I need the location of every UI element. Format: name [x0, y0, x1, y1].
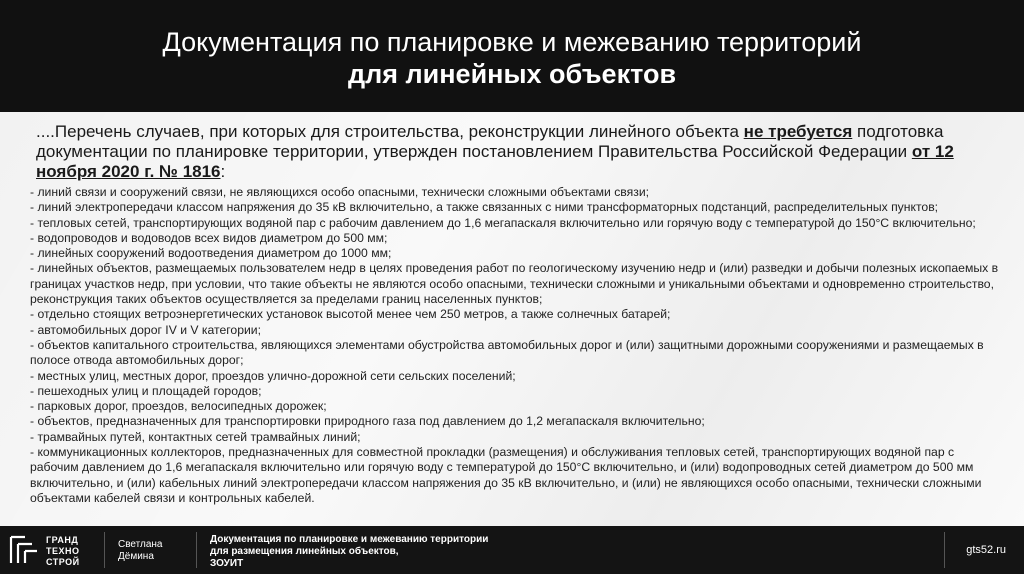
list-item: - коммуникационных коллекторов, предназначенных для совместной прокладки (размещения) и обслуживания тепловых сетей, транспортирующих водяной пар с рабочим давлением до 1,6 мегапаскаля включительно или горячую воду с температурой до 150°С включительно, и (или) водопроводных сетей диаметром до 500 мм включительно, и (или) кабельных линий электропередачи классом напряжения до 35 кВ включительно, и (или) не являющихся особо опасными, технически сложными объектами кабелей связи и контрольных кабелей.	[30, 445, 982, 505]
logo-text: ГРАНД ТЕХНО СТРОЙ	[46, 535, 80, 567]
intro-text-part1: ....Перечень случаев, при которых для строительства, реконструкции линейного объекта	[36, 122, 744, 141]
site-link[interactable]: gts52.ru	[966, 544, 1006, 556]
list-item: - парковых дорог, проездов, велосипедных дорожек;	[30, 399, 327, 414]
slide-footer	[0, 526, 1024, 574]
intro-date-reference: от 12 ноября 2020 г. № 1816	[36, 142, 954, 181]
company-logo	[8, 532, 98, 568]
footer-divider	[944, 532, 945, 568]
intro-paragraph	[36, 122, 996, 182]
list-item: - тепловых сетей, транспортирующих водяной пар с рабочим давлением до 1,6 мегапаскаля включительно или горячую воду с температурой до 150°С включительно;	[30, 215, 976, 230]
slide-content	[0, 112, 1024, 526]
list-item: - объектов, предназначенных для транспортировки природного газа под давлением до 1,2 мегапаскаля включительно;	[30, 414, 705, 429]
intro-text-part3: :	[220, 162, 226, 181]
slide-title-line2: для линейных объектов	[347, 59, 677, 89]
logo-mark-icon	[8, 534, 40, 566]
author-name: Светлана Дёмина	[118, 539, 163, 562]
intro-emphasis: не требуется	[743, 122, 853, 141]
list-item: - пешеходных улиц и площадей городов;	[30, 383, 262, 398]
slide-header	[0, 0, 1024, 112]
list-item: - линейных объектов, размещаемых пользователем недр в целях проведения работ по геологическому изучению недр и (или) разведки и добычи полезных ископаемых в границах участков недр, при условии, что такие объекты не являются особо опасными, технически сложными и уникальными объектами и одновременно строительство, реконструкция таких объектов осуществляется за пределами границ населенных пунктов;	[30, 261, 999, 307]
intro-text-part2: подготовка документации по планировке территории, утвержден постановлением Правительства Российской Федерации	[36, 122, 944, 161]
list-item: - трамвайных путей, контактных сетей трамвайных линий;	[30, 429, 361, 444]
exemptions-list	[30, 185, 1005, 506]
footer-divider	[196, 532, 197, 568]
list-item: - водопроводов и водоводов всех видов диаметром до 500 мм;	[30, 230, 388, 245]
list-item: - линий электропередачи классом напряжения до 35 кВ включительно, а также связанных с ними трансформаторных подстанций, распределительных пунктов;	[30, 200, 939, 215]
list-item: - местных улиц, местных дорог, проездов улично-дорожной сети сельских поселений;	[30, 368, 516, 383]
document-title: Документация по планировке и межеванию территории для размещения линейных объектов, ЗОУИТ	[210, 534, 489, 569]
list-item: - отдельно стоящих ветроэнергетических установок высотой менее чем 250 метров, а также солнечных батарей;	[30, 307, 671, 322]
list-item: - линейных сооружений водоотведения диаметром до 1000 мм;	[30, 246, 392, 261]
footer-divider	[104, 532, 105, 568]
list-item: - автомобильных дорог IV и V категории;	[30, 322, 261, 337]
slide-title-line1: Документация по планировке и межеванию территорий	[162, 27, 862, 57]
list-item: - объектов капитального строительства, являющихся элементами обустройства автомобильных дорог и (или) защитными дорожными сооружениями и размещаемых в полосе отвода автомобильных дорог;	[30, 337, 984, 368]
list-item: - линий связи и сооружений связи, не являющихся особо опасными, технически сложными объектами связи;	[30, 185, 650, 199]
